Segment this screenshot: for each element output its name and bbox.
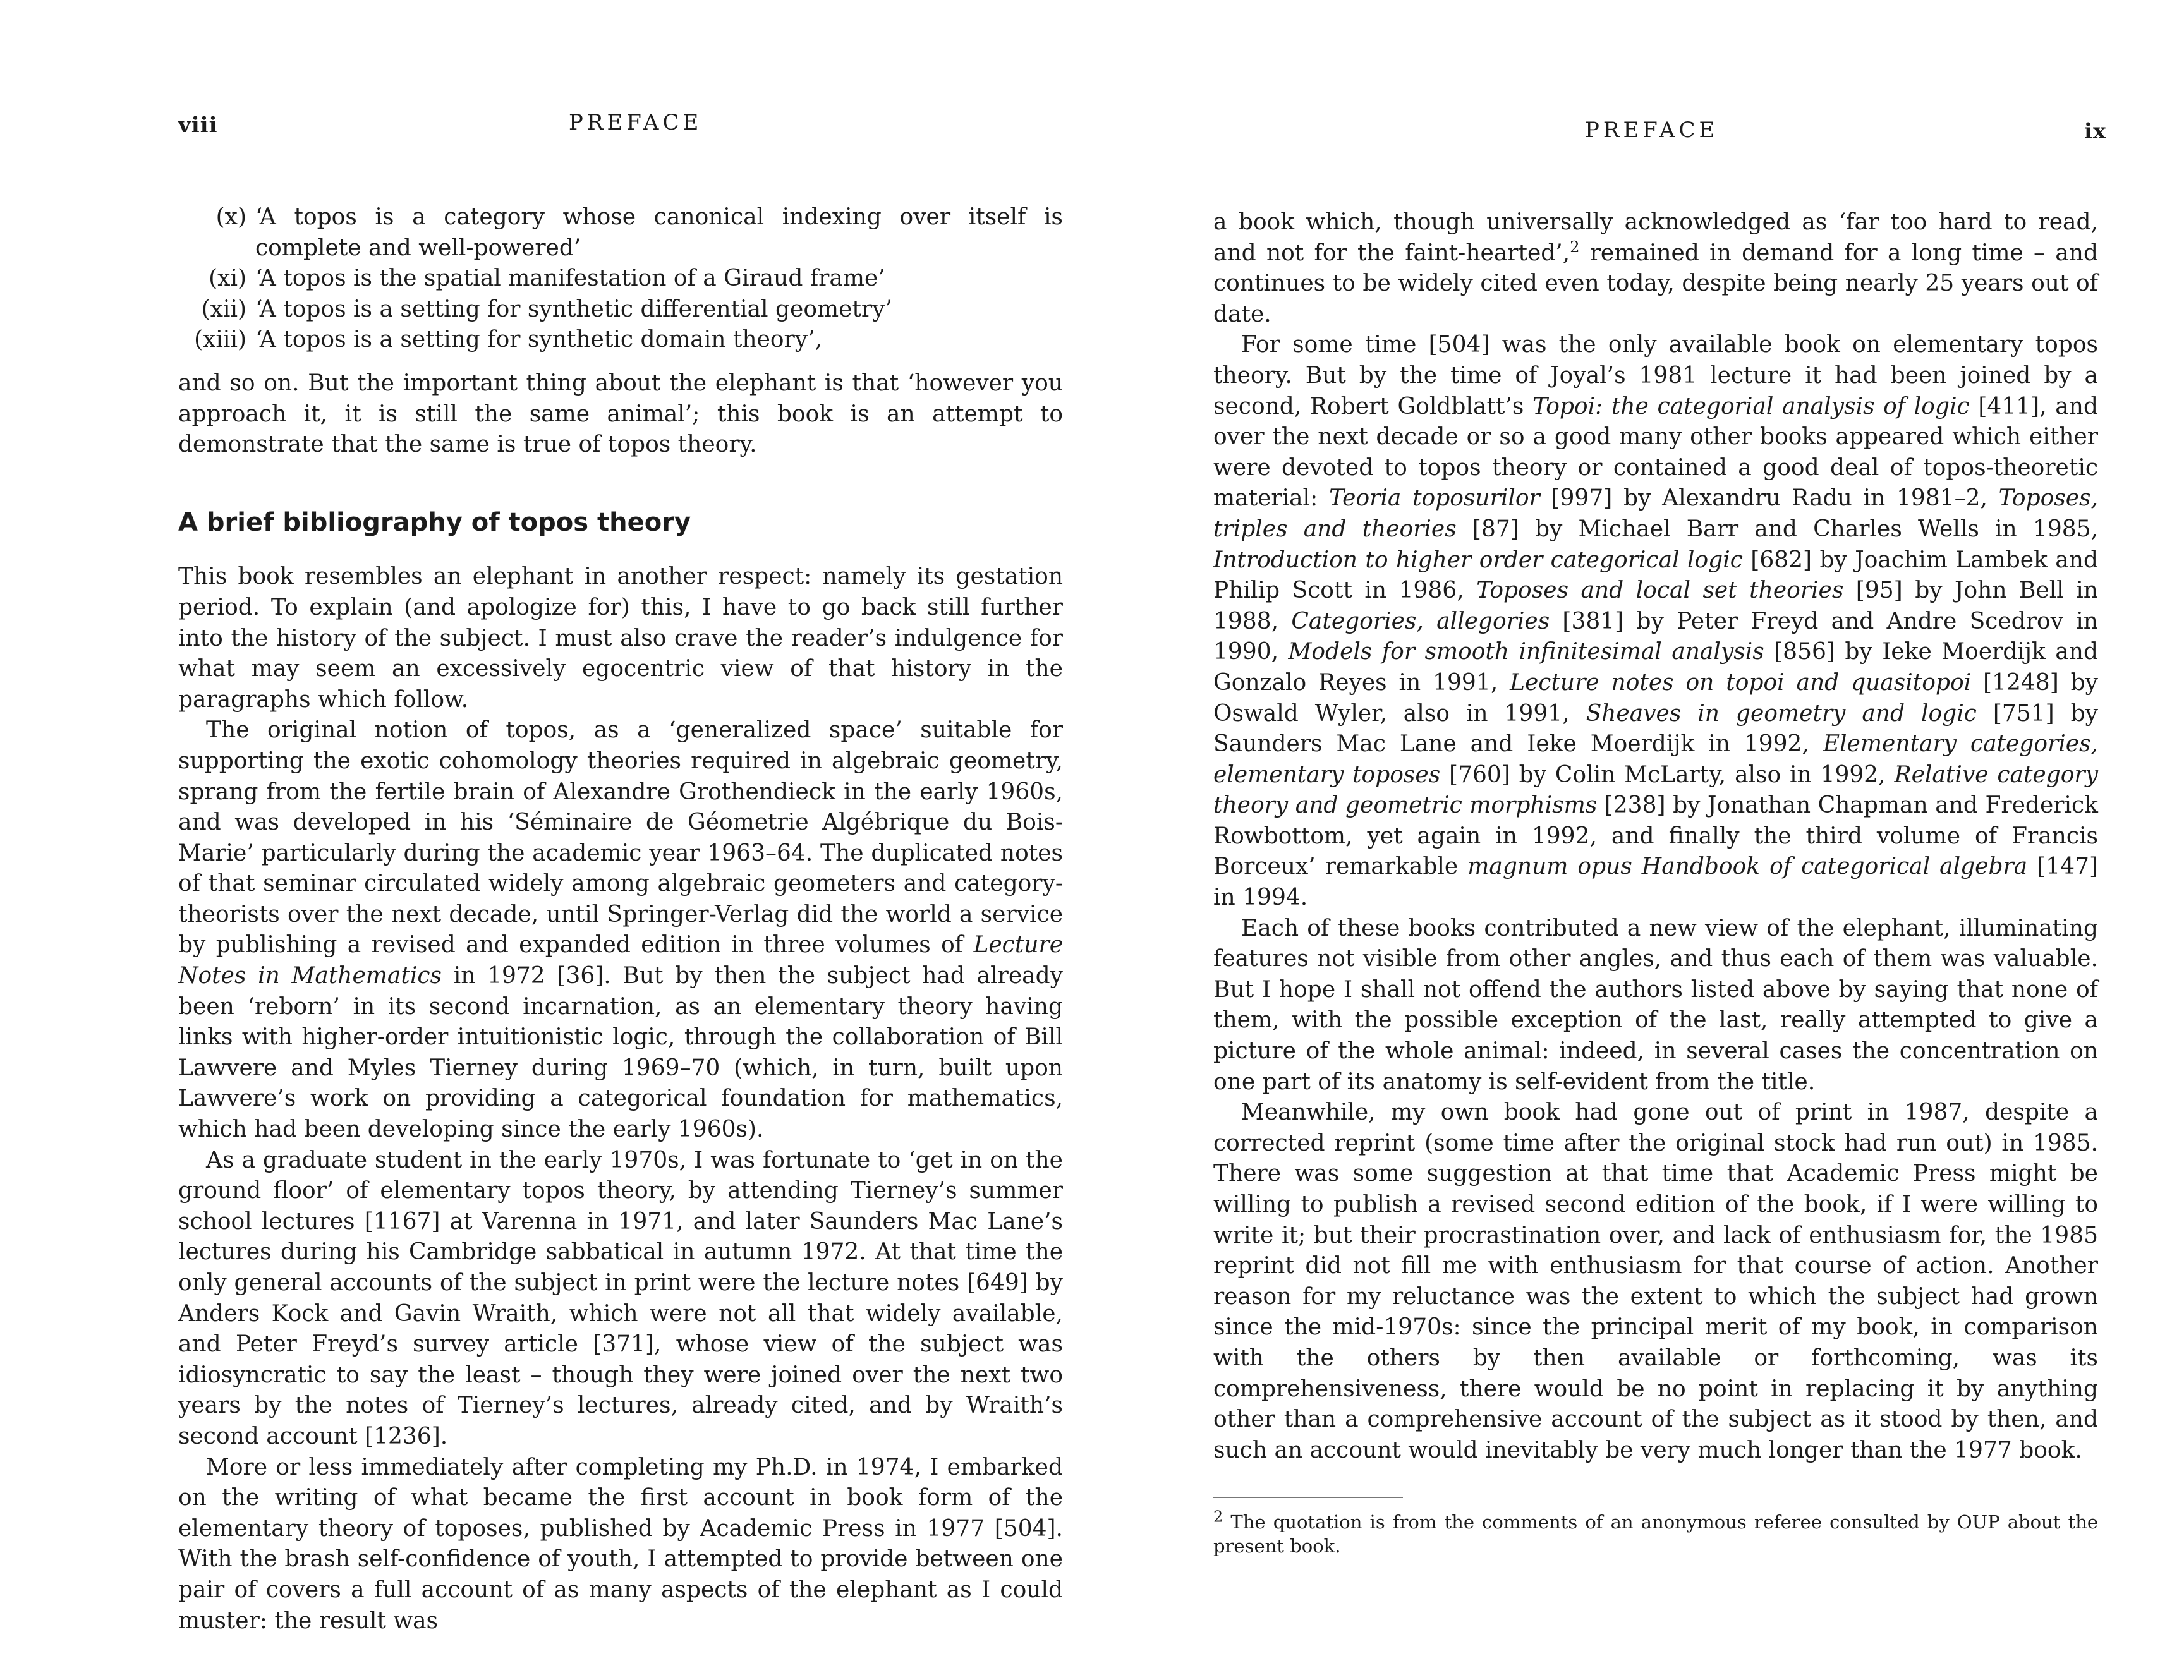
text-run: [751] by Saunders Mac Lane and Ieke Moerdijk in 1992, — [1213, 700, 2099, 758]
text-run: a book which, though universally acknowledged as ‘far too hard to read, and not for the faint-hearted’, — [1213, 209, 2098, 266]
text-run: [238] by Jonathan Chapman and Frederick Rowbottom, yet again in 1992, and finally the third volume of Francis Borceux’ remarkable — [1213, 792, 2098, 880]
list-item — [178, 202, 1063, 263]
text-run: in 1972 [36]. But by then the subject had already been ‘reborn’ in its second incarnation, as an elementary theory having links with higher-order intuitionistic logic, through the collaboration of Bill Lawvere and Myles Tierney during 1969–70 (which, in turn, built upon Lawvere’s work on providing a categorical foundation for mathematics, which had been developing since the early 1960s). — [178, 963, 1063, 1143]
text-run: [147] in 1994. — [1213, 854, 2098, 911]
paragraph — [1213, 207, 2098, 330]
book-title: magnum opus Handbook of categorical algebra — [1467, 854, 2028, 880]
paragraph: This book resembles an elephant in another respect: namely its gestation period. To explain (and apologize for) this, I have to go back still further into the history of the subject. I must also crave the reader’s indulgence for what may seem an excessively egocentric view of that history in the paragraphs which follow. — [178, 564, 1063, 713]
text-run: [682] by Joachim Lambek and Philip Scott in 1986, — [1213, 547, 2098, 604]
paragraph: and so on. But the important thing about the elephant is that ‘however you approach it, it is still the same animal’; this book is an attempt to demonstrate that the same is true of topos theory. — [178, 370, 1063, 458]
item-number: (x) — [215, 204, 246, 230]
book-title: Models for smooth infinitesimal analysis — [1288, 639, 1764, 665]
book-title: Teoria toposurilor — [1328, 485, 1540, 512]
footnote — [1213, 1510, 2098, 1558]
book-title: Toposes, triples and theories — [1213, 485, 2098, 542]
item-text: ‘A topos is a setting for synthetic differential geometry’ — [255, 296, 892, 322]
paragraph — [1213, 330, 2098, 913]
text-run: [856] by Ieke Moerdijk and Gonzalo Reyes in 1991, — [1213, 639, 2098, 696]
running-head: PREFACE — [1585, 118, 1719, 143]
item-number: (xi) — [209, 265, 246, 292]
text-column — [178, 202, 1063, 1636]
footnote-text: The quotation is from the comments of an anonymous referee consulted by OUP about the present book. — [1213, 1511, 2098, 1557]
book-title: Lecture notes on topoi and quasitopoi — [1510, 669, 1972, 696]
item-text: ‘A topos is the spatial manifestation of a Giraud frame’ — [255, 265, 885, 292]
text-run: [1248] by Oswald Wyler, also in 1991, — [1213, 669, 2099, 727]
list-item — [178, 325, 1063, 356]
paragraph: Meanwhile, my own book had gone out of print in 1987, despite a corrected reprint (some time after the original stock had run out) in 1985. There was some suggestion at that time that Academic Press might be willing to publish a revised second edition of the book, if I were willing to write it; but their procrastination over, and lack of enthusiasm for, the 1985 reprint did not fill me with enthusiasm for that course of action. Another reason for my reluctance was the extent to which the subject had grown since the mid-1970s: since the principal merit of my book, in comparison with the others by then available or forthcoming, was its comprehensiveness, there would be no point in replacing it by anything other than a comprehensive account of the subject as it stood by then, and such an account would inevitably be very much longer than the 1977 book. — [1213, 1099, 2098, 1463]
text-run: [997] by Alexandru Radu in 1981–2, — [1539, 485, 1999, 512]
text-run: [87] by Michael Barr and Charles Wells in 1985, — [1456, 516, 2098, 542]
page-number: ix — [2084, 119, 2107, 144]
book-title: Elementary categories, elementary toposes — [1213, 731, 2098, 788]
text-run: [760] by Colin McLarty, also in 1992, — [1440, 761, 1895, 788]
item-text: ‘A topos is a setting for synthetic domain theory’, — [255, 327, 822, 353]
book-title: Sheaves in geometry and logic — [1586, 700, 1977, 727]
text-run: The original notion of topos, as a ‘generalized space’ suitable for supporting the exotic cohomology theories required in algebraic geometry, sprang from the fertile brain of Alexandre Grothendieck in the early 1960s, and was developed in his ‘Séminaire de Géometrie Algébrique du Bois-Marie’ particularly during the academic year 1963–64. The duplicated notes of that seminar circulated widely among algebraic geometers and category-theorists over the next decade, until Springer-Verlag did the world a service by publishing a revised and expanded edition in three volumes of — [178, 717, 1063, 958]
list-item — [178, 263, 1063, 294]
quote-list — [178, 202, 1063, 356]
page-number: viii — [178, 112, 218, 138]
footnote-mark: 2 — [1213, 1508, 1223, 1526]
paragraph: More or less immediately after completing my Ph.D. in 1974, I embarked on the writing of what became the first account in book form of the elementary theory of toposes, published by Academic Press in 1977 [504]. With the brash self-confidence of youth, I attempted to provide between one pair of covers a full account of as many aspects of the elephant as I could muster: the result was — [178, 1454, 1063, 1634]
list-item — [178, 294, 1063, 325]
footnote-mark: 2 — [1570, 238, 1580, 256]
item-text: ‘A topos is a category whose canonical indexing over itself is complete and well-powered’ — [255, 204, 1063, 261]
running-head: PREFACE — [569, 110, 703, 135]
section-heading: A brief bibliography of topos theory — [178, 507, 691, 537]
book-title: Lecture Notes in Mathematics — [178, 932, 1063, 989]
item-number: (xiii) — [194, 327, 246, 353]
book-title: Introduction to higher order categorical logic — [1213, 547, 1743, 573]
paragraph: As a graduate student in the early 1970s, I was fortunate to ‘get in on the ground floor’ of elementary topos theory, by attending Tierney’s summer school lectures [1167] at Varenna in 1971, and later Saunders Mac Lane’s lectures during his Cambridge sabbatical in autumn 1972. At that time the only general accounts of the subject in print were the lecture notes [649] by Anders Kock and Gavin Wraith, which were not all that widely available, and Peter Freyd’s survey article [371], whose view of the subject was idiosyncratic to say the least – though they were joined over the next two years by the notes of Tierney’s lectures, already cited, and by Wraith’s second account [1236]. — [178, 1147, 1063, 1449]
paragraph — [178, 715, 1063, 1145]
paragraph: Each of these books contributed a new view of the elephant, illuminating features not visible from other angles, and thus each of them was valuable. But I hope I shall not offend the authors listed above by saying that none of them, with the possible exception of the last, really attempted to give a picture of the whole animal: indeed, in several cases the concentration on one part of its anatomy is self-evident from the title. — [1213, 915, 2098, 1095]
text-run: For some time [504] was the only available book on elementary topos theory. But by the time of Joyal’s 1981 lecture it had been joined by a second, Robert Goldblatt’s — [1213, 332, 2098, 420]
text-column — [1213, 207, 2098, 1466]
text-run: [411], and over the next decade or so a good many other books appeared which either were devoted to topos theory or contained a good deal of topos-theoretic material: — [1213, 393, 2099, 512]
text-run: [95] by John Bell in 1988, — [1213, 577, 2098, 634]
item-number: (xii) — [201, 296, 246, 322]
footnote-rule — [1213, 1497, 1403, 1498]
book-title: Categories, allegories — [1291, 608, 1550, 634]
book-title: Toposes and local set theories — [1476, 577, 1844, 604]
text-run: remained in demand for a long time – and continues to be widely cited even today, despite being nearly 25 years out of date. — [1213, 239, 2098, 327]
text-run: [381] by Peter Freyd and Andre Scedrov in 1990, — [1213, 608, 2098, 665]
book-title: Relative category theory and geometric morphisms — [1213, 761, 2098, 819]
book-title: Topoi: the categorial analysis of logic — [1532, 393, 1970, 420]
right-page — [1092, 0, 2184, 1680]
